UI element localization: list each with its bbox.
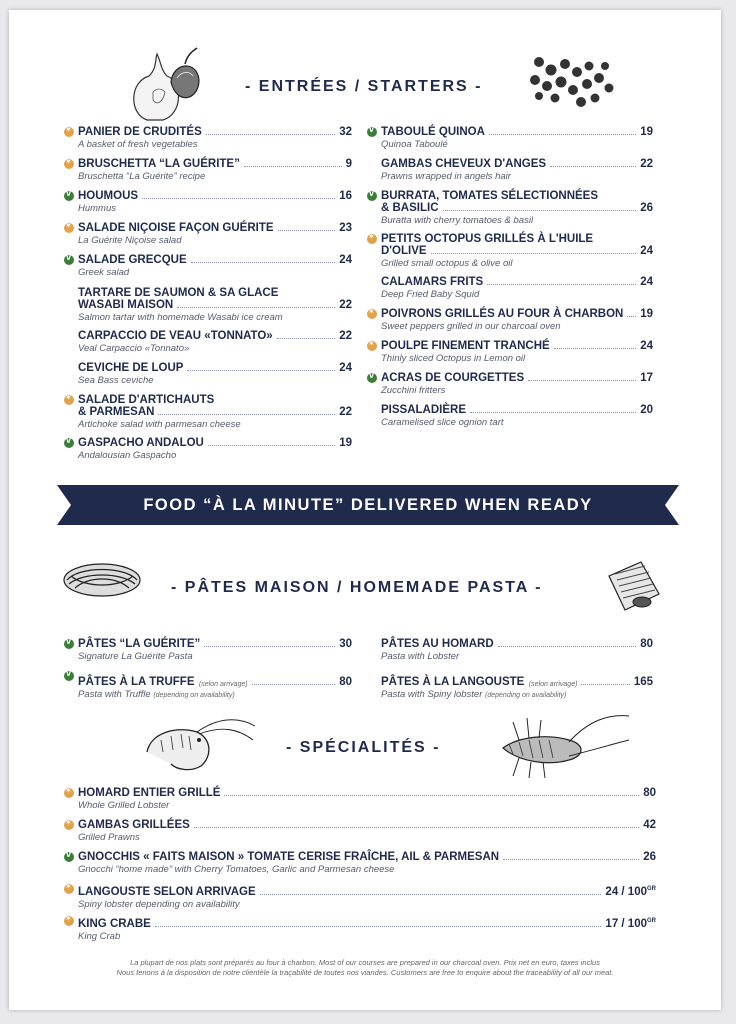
price-value: 42 — [643, 819, 656, 831]
price-value: 30 — [339, 638, 352, 650]
charcoal-oven-icon — [64, 884, 74, 894]
item-description — [381, 385, 653, 396]
item-price — [339, 190, 352, 202]
menu-item — [78, 126, 352, 150]
menu-item — [78, 158, 352, 182]
item-price: 22 — [339, 406, 352, 418]
footer-note — [37, 958, 693, 978]
item-name-line-2: & PARMESAN — [78, 406, 155, 418]
item-description-text: Gnocchi “home made” with Cherry Tomatoes, Garlic and Parmesan cheese — [78, 864, 395, 875]
leader-dots — [244, 166, 342, 167]
leader-dots — [224, 795, 639, 796]
item-price — [640, 308, 653, 320]
item-name: BRUSCHETTA “LA GUÉRITE” — [78, 158, 240, 170]
item-description-text: Prawns wrapped in angels hair — [381, 171, 511, 182]
item-price — [339, 126, 352, 138]
charcoal-oven-icon — [64, 788, 74, 798]
prawn-illustration-icon — [137, 712, 257, 780]
price-value: 80 — [339, 676, 352, 688]
item-description — [78, 899, 656, 910]
item-price — [640, 404, 653, 416]
price-value: 24 / 100 — [605, 885, 647, 898]
menu-item — [381, 158, 653, 182]
item-description-text: Buratta with cherry tomatoes & basil — [381, 215, 534, 226]
menu-item — [78, 670, 352, 701]
leader-dots — [142, 198, 335, 199]
leader-dots — [252, 684, 336, 685]
item-price — [605, 915, 656, 930]
price-value: 165 — [633, 676, 653, 688]
item-description — [381, 689, 653, 701]
item-description-note: (depending on availability) — [485, 692, 567, 699]
item-description-text: Pasta with Truffle — [78, 689, 151, 700]
price-value: 19 — [339, 437, 352, 449]
pasta-nest-illustration-icon — [59, 558, 145, 602]
item-price — [605, 883, 656, 898]
menu-item — [78, 330, 352, 354]
price-value: 24 — [640, 276, 653, 288]
menu-item — [381, 372, 653, 396]
charcoal-oven-icon — [64, 916, 74, 926]
item-name: SALADE GRECQUE — [78, 254, 187, 266]
vegetarian-icon — [64, 255, 74, 265]
item-name: PÂTES À LA TRUFFE — [78, 676, 195, 688]
vegetarian-icon — [367, 191, 377, 201]
leader-dots — [443, 210, 637, 211]
price-value: 24 — [339, 254, 352, 266]
menu-item — [78, 190, 352, 214]
price-value: 22 — [640, 158, 653, 170]
item-price — [339, 362, 352, 374]
price-value: 19 — [640, 308, 653, 320]
item-description-note: (depending on availability) — [153, 692, 235, 699]
item-name: CALAMARS FRITS — [381, 276, 484, 288]
item-price — [339, 437, 352, 449]
menu-item — [78, 883, 656, 910]
price-value: 26 — [643, 851, 656, 863]
item-price — [339, 638, 352, 650]
footer-line-1: La plupart de nos plats sont préparés au four à charbon. Most of our courses are prepared in our charcoal oven. Prix net en euro, taxes inclus — [130, 958, 600, 967]
item-price — [339, 676, 352, 688]
item-name: LANGOUSTE SELON ARRIVAGE — [78, 885, 256, 898]
item-description — [381, 353, 653, 364]
leader-dots — [489, 134, 636, 135]
menu-item — [381, 404, 653, 428]
leader-dots — [470, 412, 636, 413]
item-description-text: Pasta with Spiny lobster — [381, 689, 483, 700]
leader-dots — [498, 646, 637, 647]
menu-item — [78, 638, 352, 662]
menu-item — [381, 638, 653, 662]
price-value: 16 — [339, 190, 352, 202]
item-description — [381, 258, 653, 269]
price-value: 24 — [640, 340, 653, 352]
item-price — [634, 676, 653, 688]
item-price — [640, 638, 653, 650]
price-value: 22 — [339, 330, 352, 342]
item-name: PÂTES “LA GUÉRITE” — [78, 638, 201, 650]
vegetarian-icon — [367, 373, 377, 383]
leader-dots — [627, 316, 636, 317]
item-description — [78, 450, 352, 461]
menu-item — [381, 190, 653, 226]
item-name: GAMBAS GRILLÉES — [78, 819, 190, 831]
charcoal-oven-icon — [64, 395, 74, 405]
price-value: 20 — [640, 404, 653, 416]
menu-item — [78, 222, 352, 246]
leader-dots — [503, 859, 639, 860]
price-unit: GR — [647, 886, 656, 892]
price-value: 80 — [640, 638, 653, 650]
leader-dots — [191, 262, 336, 263]
item-price — [339, 330, 352, 342]
item-description — [381, 215, 653, 226]
item-price: 22 — [339, 299, 352, 311]
price-unit: GR — [647, 918, 656, 924]
item-price — [640, 276, 653, 288]
item-price — [346, 158, 352, 170]
item-description — [78, 800, 656, 811]
item-price — [640, 126, 653, 138]
menu-item — [381, 670, 653, 701]
menu-item — [78, 851, 656, 875]
menu-item — [78, 254, 352, 278]
specials-title: - SPÉCIALITÉS - — [286, 739, 441, 756]
item-description — [381, 171, 653, 182]
item-name: GNOCCHIS « FAITS MAISON » TOMATE CERISE FRAÎCHE, AIL & PARMESAN — [78, 851, 500, 863]
item-price — [640, 372, 653, 384]
item-description-text: Artichoke salad with parmesan cheese — [78, 419, 241, 430]
item-name: CEVICHE DE LOUP — [78, 362, 184, 374]
vegetarian-icon — [64, 671, 74, 681]
footer-line-2: Nous tenons à la disposition de notre clientèle la traçabilité de toutes nos viandes. Customers are free to enquire about the traceability of all our meat. — [116, 968, 614, 977]
item-description — [78, 267, 352, 278]
item-name-line-2: WASABI MAISON — [78, 299, 174, 311]
item-description — [78, 312, 352, 323]
price-value: 17 — [640, 372, 653, 384]
item-name: BURRATA, TOMATES SÉLECTIONNÉES — [381, 190, 599, 202]
menu-item — [78, 915, 656, 942]
price-value: 32 — [339, 126, 352, 138]
menu-item — [381, 233, 653, 269]
menu-item — [78, 362, 352, 386]
item-description-text: Thinly sliced Octopus in Lemon oil — [381, 353, 526, 364]
item-name: GAMBAS CHEVEUX D'ANGES — [381, 158, 547, 170]
price-value: 9 — [345, 158, 352, 170]
price-value: 80 — [643, 787, 656, 799]
price-value: 19 — [640, 126, 653, 138]
item-description — [78, 651, 352, 662]
menu-item — [78, 819, 656, 843]
item-description-text: Grilled Prawns — [78, 832, 140, 843]
item-description — [78, 375, 352, 386]
onion-illustration-icon — [127, 42, 209, 122]
item-price: 24 — [640, 245, 653, 257]
item-name: PANIER DE CRUDITÉS — [78, 126, 202, 138]
charcoal-oven-icon — [367, 234, 377, 244]
charcoal-oven-icon — [64, 159, 74, 169]
item-name: HOMARD ENTIER GRILLÉ — [78, 787, 221, 799]
leader-dots — [277, 338, 336, 339]
banner-text: FOOD “À LA MINUTE” DELIVERED WHEN READY — [143, 496, 593, 514]
charcoal-oven-icon — [64, 127, 74, 137]
item-description — [381, 651, 653, 662]
leader-dots — [554, 348, 637, 349]
menu-item — [381, 308, 653, 332]
item-description-text: Whole Grilled Lobster — [78, 800, 170, 811]
item-name: SALADE D'ARTICHAUTS — [78, 394, 215, 406]
penne-illustration-icon — [603, 558, 665, 614]
price-value: 24 — [339, 362, 352, 374]
item-description — [78, 931, 656, 942]
item-description-text: King Crab — [78, 930, 121, 942]
item-price — [643, 819, 656, 831]
leader-dots — [206, 134, 335, 135]
item-price — [339, 222, 352, 234]
item-description-text: Andalousian Gaspacho — [78, 450, 177, 461]
item-name: PÂTES À LA LANGOUSTE — [381, 676, 525, 688]
leader-dots — [155, 926, 602, 927]
item-description-text: Veal Carpaccio «Tonnato» — [78, 343, 190, 354]
item-description — [78, 171, 352, 182]
leader-dots — [260, 894, 602, 895]
item-price — [640, 340, 653, 352]
vegetarian-icon — [64, 852, 74, 862]
menu-item — [78, 787, 656, 811]
item-name: PETITS OCTOPUS GRILLÉS À L'HUILE — [381, 233, 594, 245]
item-description — [381, 321, 653, 332]
leader-dots — [528, 380, 636, 381]
item-description-text: Deep Fried Baby Squid — [381, 289, 480, 300]
peppercorns-illustration-icon — [525, 52, 621, 116]
item-name: PÂTES AU HOMARD — [381, 638, 494, 650]
item-description — [381, 289, 653, 300]
vegetarian-icon — [64, 438, 74, 448]
item-note: (selon arrivage) — [198, 681, 248, 688]
charcoal-oven-icon — [64, 820, 74, 830]
item-description-text: Bruschetta “La Guérite” recipe — [78, 171, 206, 182]
item-description-text: Salmon tartar with homemade Wasabi ice cream — [78, 312, 283, 323]
item-description-text: Greek salad — [78, 267, 130, 278]
menu-item — [381, 126, 653, 150]
item-name: POIVRONS GRILLÉS AU FOUR À CHARBON — [381, 308, 624, 320]
pasta-title: - PÂTES MAISON / HOMEMADE PASTA - — [171, 579, 543, 596]
charcoal-oven-icon — [64, 223, 74, 233]
item-name: CARPACCIO DE VEAU «TONNATO» — [78, 330, 273, 342]
item-description — [78, 689, 352, 701]
leader-dots — [487, 284, 636, 285]
charcoal-oven-icon — [367, 309, 377, 319]
price-value: 23 — [339, 222, 352, 234]
item-description-text: Sea Bass ceviche — [78, 375, 154, 386]
item-description — [78, 235, 352, 246]
leader-dots — [158, 414, 335, 415]
item-name: POULPE FINEMENT TRANCHÉ — [381, 340, 550, 352]
item-name: ACRAS DE COURGETTES — [381, 372, 525, 384]
item-description — [78, 419, 352, 430]
menu-item — [78, 437, 352, 461]
item-description — [78, 203, 352, 214]
item-description — [78, 343, 352, 354]
price-value: 17 / 100 — [605, 917, 647, 930]
item-name: SALADE NIÇOISE FAÇON GUÉRITE — [78, 222, 274, 234]
item-price — [640, 158, 653, 170]
delivery-banner — [57, 485, 679, 525]
item-description — [381, 139, 653, 150]
item-description-text: Signature La Guérite Pasta — [78, 651, 193, 662]
item-name: HOUMOUS — [78, 190, 139, 202]
item-price — [643, 851, 656, 863]
leader-dots — [194, 827, 639, 828]
item-description-text: Pasta with Lobster — [381, 651, 460, 662]
item-note: (selon arrivage) — [528, 681, 578, 688]
item-description-text: A basket of fresh vegetables — [78, 139, 198, 150]
item-description-text: Zucchini fritters — [381, 385, 446, 396]
item-description — [381, 417, 653, 428]
item-name: KING CRABE — [78, 917, 151, 930]
item-description-text: Grilled small octopus & olive oil — [381, 258, 513, 269]
item-name: TARTARE DE SAUMON & SA GLACE — [78, 287, 279, 299]
vegetarian-icon — [64, 639, 74, 649]
item-name: TABOULÉ QUINOA — [381, 126, 485, 138]
leader-dots — [208, 445, 335, 446]
leader-dots — [187, 370, 335, 371]
item-name: GASPACHO ANDALOU — [78, 437, 204, 449]
menu-item — [78, 394, 352, 430]
vegetarian-icon — [64, 191, 74, 201]
leader-dots — [550, 166, 636, 167]
item-name-line-2: & BASILIC — [381, 202, 439, 214]
leader-dots — [177, 307, 335, 308]
vegetarian-icon — [367, 127, 377, 137]
item-description-text: Spiny lobster depending on availability — [78, 898, 240, 910]
item-description-text: Hummus — [78, 203, 117, 214]
menu-item — [381, 340, 653, 364]
starters-title: - ENTRÉES / STARTERS - — [245, 78, 483, 95]
menu-item — [78, 287, 352, 323]
item-description-text: Quinoa Taboulé — [381, 139, 448, 150]
leader-dots — [431, 253, 637, 254]
item-name-line-2: D'OLIVE — [381, 245, 427, 257]
menu-item — [381, 276, 653, 300]
spiny-lobster-illustration-icon — [489, 710, 629, 780]
item-price: 26 — [640, 202, 653, 214]
item-price — [339, 254, 352, 266]
menu-page — [9, 10, 721, 1010]
item-name: PISSALADIÈRE — [381, 404, 466, 416]
leader-dots — [581, 684, 629, 685]
item-price — [643, 787, 656, 799]
item-description-text: La Guérite Niçoise salad — [78, 235, 182, 246]
leader-dots — [278, 230, 336, 231]
item-description-text: Sweet peppers grilled in our charcoal oven — [381, 321, 561, 332]
leader-dots — [204, 646, 335, 647]
charcoal-oven-icon — [367, 341, 377, 351]
item-description — [78, 864, 656, 875]
item-description — [78, 139, 352, 150]
item-description-text: Caramelised slice ognion tart — [381, 417, 504, 428]
item-description — [78, 832, 656, 843]
